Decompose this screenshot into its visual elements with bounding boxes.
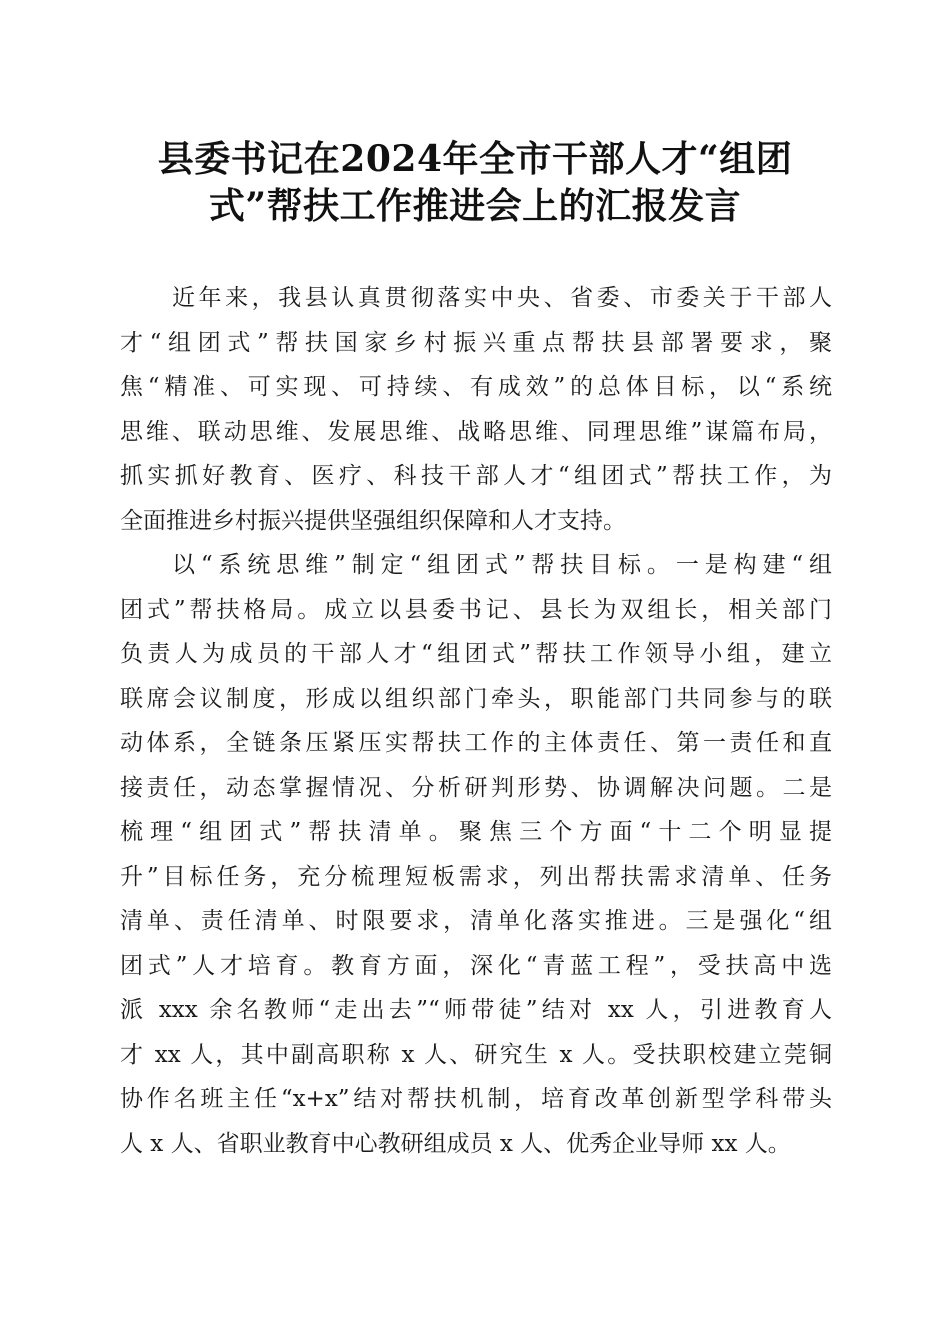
document-title <box>120 136 830 230</box>
text-line: 思维、联动思维、发展思维、战略思维、同理思维”谋篇布局， <box>120 418 832 445</box>
text-line: 全面推进乡村振兴提供坚强组织保障和人才支持。 <box>120 507 626 534</box>
text-line: 才 xx 人，其中副高职称 x 人、研究生 x 人。受扶职校建立莞铜 <box>120 1041 832 1068</box>
title-line: 式”帮扶工作推进会上的汇报发言 <box>208 185 742 227</box>
text-line: 协作名班主任“x+x”结对帮扶机制，培育改革创新型学科带头 <box>120 1086 832 1112</box>
paragraph-intro <box>120 276 832 543</box>
title-line: 县委书记在2024年全市干部人才“组团 <box>157 138 793 180</box>
text-line: 焦“精准、可实现、可持续、有成效”的总体目标，以“系统 <box>120 374 832 400</box>
text-line: 接责任，动态掌握情况、分析研判形势、协调解决问题。二是 <box>120 774 832 801</box>
document-body <box>120 276 832 1166</box>
text-line: 团式”人才培育。教育方面，深化“青蓝工程”，受扶高中选 <box>120 952 832 979</box>
text-line: 人 x 人、省职业教育中心教研组成员 x 人、优秀企业导师 xx 人。 <box>120 1130 791 1157</box>
text-line: 抓实抓好教育、医疗、科技干部人才“组团式”帮扶工作，为 <box>120 463 832 489</box>
text-line: 梳理“组团式”帮扶清单。聚焦三个方面“十二个明显提 <box>120 819 832 845</box>
text-line: 清单、责任清单、时限要求，清单化落实推进。三是强化“组 <box>120 908 832 934</box>
text-line: 升”目标任务，充分梳理短板需求，列出帮扶需求清单、任务 <box>120 863 832 890</box>
text-line: 联席会议制度，形成以组织部门牵头，职能部门共同参与的联 <box>120 685 832 712</box>
text-line: 负责人为成员的干部人才“组团式”帮扶工作领导小组，建立 <box>120 641 832 667</box>
text-line: 团式”帮扶格局。成立以县委书记、县长为双组长，相关部门 <box>120 596 832 623</box>
paragraph-system-thinking <box>120 543 832 1166</box>
text-line: 才“组团式”帮扶国家乡村振兴重点帮扶县部署要求，聚 <box>120 329 832 356</box>
text-line: 近年来，我县认真贯彻落实中央、省委、市委关于干部人 <box>172 285 832 311</box>
text-line: 派 xxx 余名教师“走出去”“师带徒”结对 xx 人，引进教育人 <box>120 997 832 1023</box>
text-line: 动体系，全链条压紧压实帮扶工作的主体责任、第一责任和直 <box>120 730 832 756</box>
text-line: 以“系统思维”制定“组团式”帮扶目标。一是构建“组 <box>172 552 832 578</box>
